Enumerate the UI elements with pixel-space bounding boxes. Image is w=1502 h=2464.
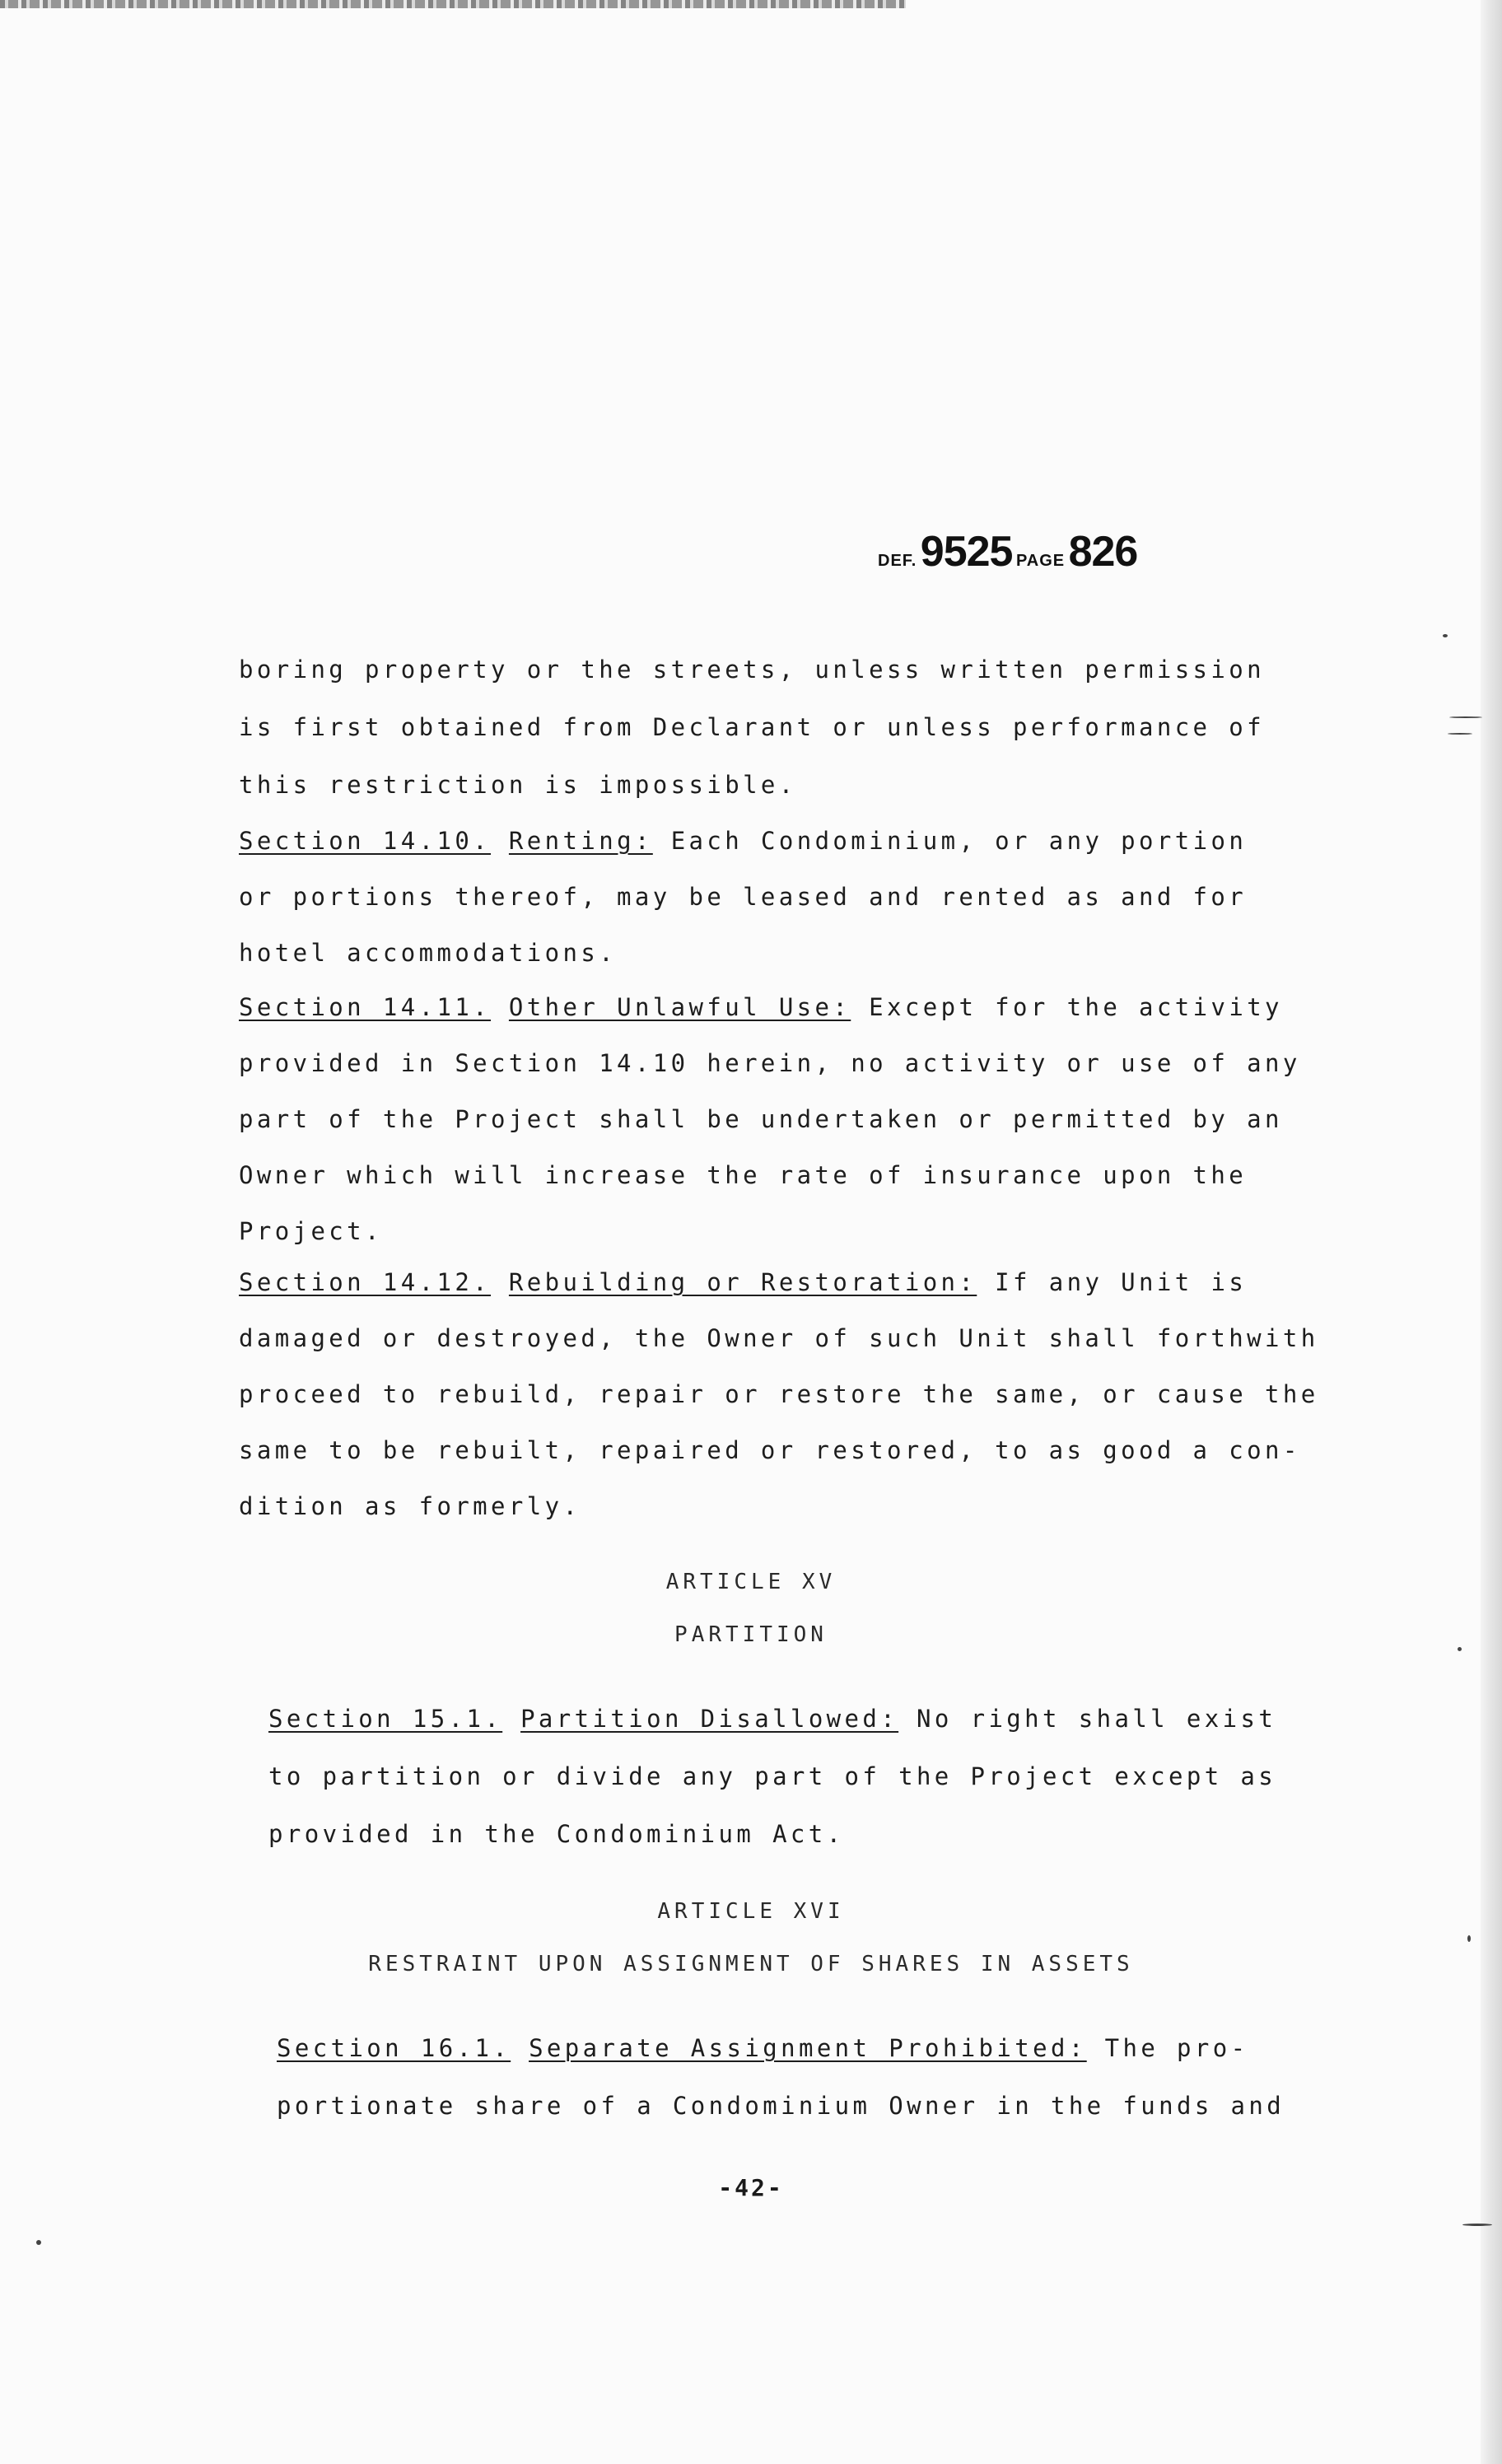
article-xv-title: PARTITION: [674, 1622, 828, 1647]
section-text: If any Unit is: [995, 1268, 1248, 1296]
body-line: dition as formerly.: [239, 1492, 581, 1520]
body-line: hotel accommodations.: [239, 939, 618, 967]
section-number: Section 15.1.: [268, 1705, 503, 1733]
section-number: Section 14.10.: [239, 827, 492, 855]
section-14-12-heading: [239, 1268, 1247, 1296]
section-number: Section 16.1.: [277, 2034, 511, 2062]
page-number: -42-: [718, 2174, 784, 2201]
page-reference-number: 826: [1068, 528, 1138, 576]
scan-speck: [1458, 1647, 1462, 1651]
body-line: provided in Section 14.10 herein, no activity or use of any: [239, 1049, 1301, 1077]
body-line: to partition or divide any part of the Project except as: [268, 1762, 1277, 1790]
body-line: is first obtained from Declarant or unless performance of: [239, 713, 1265, 741]
page-label: PAGE: [1015, 552, 1066, 570]
article-xvi-label: ARTICLE XVI: [657, 1899, 845, 1924]
section-title: Separate Assignment Prohibited:: [529, 2034, 1087, 2062]
body-line: Project.: [239, 1217, 383, 1245]
body-line: portionate share of a Condominium Owner in the funds and: [277, 2092, 1285, 2120]
section-title: Rebuilding or Restoration:: [508, 1268, 977, 1296]
section-16-1-heading: [277, 2034, 1248, 2062]
section-title: Other Unlawful Use:: [508, 993, 851, 1021]
scan-edge-top: [0, 0, 906, 8]
book-number: 9525: [920, 528, 1013, 576]
section-text: Except for the activity: [869, 993, 1283, 1021]
article-xv-label: ARTICLE XV: [665, 1570, 837, 1594]
article-xvi-title: RESTRAINT UPON ASSIGNMENT OF SHARES IN ASSETS: [368, 1952, 1134, 1976]
scan-speck: [1448, 733, 1472, 735]
section-text: No right shall exist: [917, 1705, 1277, 1733]
scan-speck: [36, 2240, 41, 2245]
section-number: Section 14.12.: [239, 1268, 492, 1296]
scan-speck: [1462, 2224, 1492, 2226]
scan-speck: [1449, 716, 1482, 718]
section-text: Each Condominium, or any portion: [670, 827, 1248, 855]
scan-speck: [1443, 634, 1448, 637]
section-title: Renting:: [508, 827, 653, 855]
body-line: boring property or the streets, unless written permission: [239, 656, 1265, 684]
body-line: provided in the Condominium Act.: [268, 1820, 845, 1848]
section-14-11-heading: [239, 993, 1283, 1021]
section-14-10-heading: [239, 827, 1247, 855]
body-line: damaged or destroyed, the Owner of such Unit shall forthwith: [239, 1324, 1319, 1352]
scan-edge-right: [1481, 0, 1502, 2464]
body-line: proceed to rebuild, repair or restore the same, or cause the: [239, 1380, 1319, 1408]
section-number: Section 14.11.: [239, 993, 492, 1021]
section-title: Partition Disallowed:: [520, 1705, 899, 1733]
section-15-1-heading: [268, 1705, 1276, 1733]
section-text: The pro-: [1104, 2034, 1249, 2062]
body-line: Owner which will increase the rate of insurance upon the: [239, 1161, 1248, 1189]
body-line: part of the Project shall be undertaken or permitted by an: [239, 1105, 1283, 1133]
book-page-reference: [878, 527, 1191, 576]
body-line: same to be rebuilt, repaired or restored, to as good a con-: [239, 1436, 1301, 1464]
body-line: or portions thereof, may be leased and rented as and for: [239, 883, 1248, 911]
scan-speck: [1467, 1935, 1471, 1942]
body-line: this restriction is impossible.: [239, 771, 797, 799]
book-label: DEF.: [878, 552, 917, 570]
